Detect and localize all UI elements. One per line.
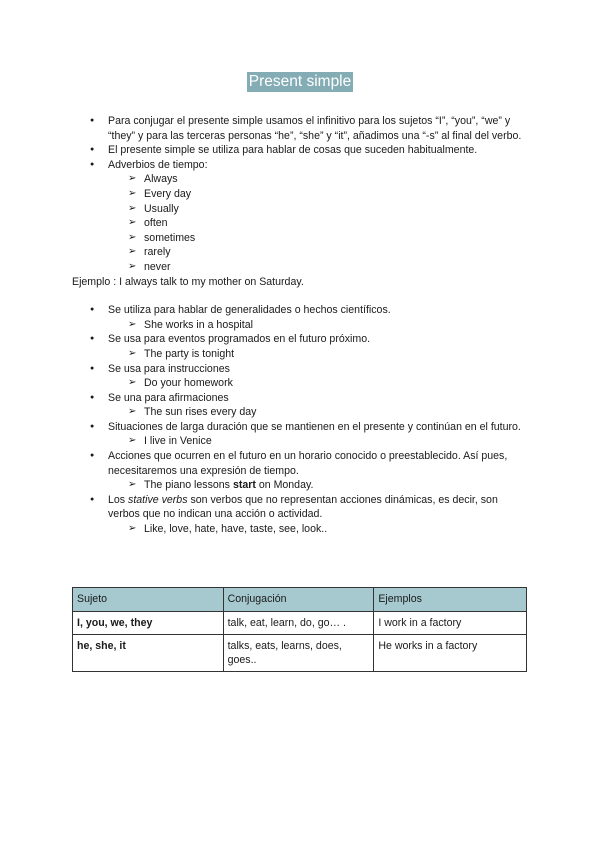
table-row (73, 612, 527, 635)
bullet-text: Se usa para instrucciones (108, 362, 230, 375)
example-sentence: Ejemplo : I always talk to my mother on Saturday. (72, 275, 304, 288)
bullet-text: El presente simple se utiliza para hablar de cosas que suceden habitualmente. (108, 144, 478, 157)
sub-item: ➢ rarely (108, 245, 532, 260)
list-item (72, 303, 532, 332)
sub-item: ➢ I live in Venice (108, 434, 532, 449)
sub-item: ➢ The sun rises every day (108, 405, 532, 420)
italic-term: stative verbs (128, 493, 188, 506)
sub-item: ➢ Every day (108, 187, 532, 202)
table-cell: talks, eats, learns, does, goes.. (223, 635, 374, 672)
sub-list (108, 405, 532, 420)
table-row (73, 635, 527, 672)
sub-list (108, 318, 532, 333)
list-item (72, 493, 532, 537)
sub-text: The piano lessons (144, 479, 233, 492)
adverbs-list (108, 172, 532, 274)
title-wrap (0, 72, 600, 92)
table-cell: talk, eat, learn, do, go… . (223, 612, 374, 635)
bullet-text: Se una para afirmaciones (108, 391, 229, 404)
list-item (72, 362, 532, 391)
page-title: Present simple (248, 73, 352, 90)
sub-list (108, 478, 532, 493)
table-header-row (73, 588, 527, 612)
sub-item: ➢ Like, love, hate, have, taste, see, look.. (108, 522, 532, 537)
sub-item: ➢ Usually (108, 202, 532, 217)
sub-item: ➢ often (108, 216, 532, 231)
sub-item: ➢ Always (108, 172, 532, 187)
table-cell: he, she, it (73, 635, 224, 672)
sub-item: ➢ Do your homework (108, 376, 532, 391)
bold-word: start (232, 479, 256, 492)
bullet-text: Para conjugar el presente simple usamos el infinitivo para los sujetos “I”, “you”, “we” y “they” y para las terceras personas “he”, “she” y “it”, añadimos una “-s” al final del verbo. (108, 115, 522, 142)
conjugation-table (72, 587, 527, 672)
sub-list (108, 376, 532, 391)
bullet-text: Se usa para eventos programados en el futuro próximo. (108, 333, 371, 346)
sub-item (108, 478, 532, 493)
sub-item: ➢ The party is tonight (108, 347, 532, 362)
list-item (72, 449, 532, 493)
list-item (72, 332, 532, 361)
bullet-text: Situaciones de larga duración que se mantienen en el presente y continúan en el futuro. (108, 420, 521, 433)
bullet-text: Adverbios de tiempo: (108, 158, 208, 171)
sub-list (108, 434, 532, 449)
list-item (72, 420, 532, 449)
sub-list (108, 347, 532, 362)
bullet-text: Acciones que ocurren en el futuro en un horario conocido o preestablecido. Así pues, necesitaremos una expresión de tiempo. (108, 450, 508, 477)
spacer (72, 289, 532, 303)
sub-item: ➢ never (108, 260, 532, 275)
uses-list (72, 303, 532, 537)
column-header: Ejemplos (374, 588, 527, 612)
sub-list (108, 522, 532, 537)
bullet-text: Se utiliza para hablar de generalidades o hechos científicos. (108, 304, 391, 317)
list-item (72, 391, 532, 420)
list-item (72, 114, 532, 143)
column-header: Conjugación (223, 588, 374, 612)
bullet-text: Los (108, 493, 129, 506)
column-header: Sujeto (73, 588, 224, 612)
list-item (72, 158, 532, 275)
list-item (72, 143, 532, 158)
document-body (72, 114, 532, 537)
sub-item: ➢ sometimes (108, 231, 532, 246)
rules-list (72, 114, 532, 275)
sub-text: on Monday. (255, 479, 314, 492)
bullet-text: son verbos que no representan acciones dinámicas, es decir, son verbos que no indican una acción o actividad. (108, 493, 498, 521)
sub-item: ➢ She works in a hospital (108, 318, 532, 333)
table-cell: I, you, we, they (73, 612, 224, 635)
table-cell: He works in a factory (374, 635, 527, 672)
table-cell: I work in a factory (374, 612, 527, 635)
